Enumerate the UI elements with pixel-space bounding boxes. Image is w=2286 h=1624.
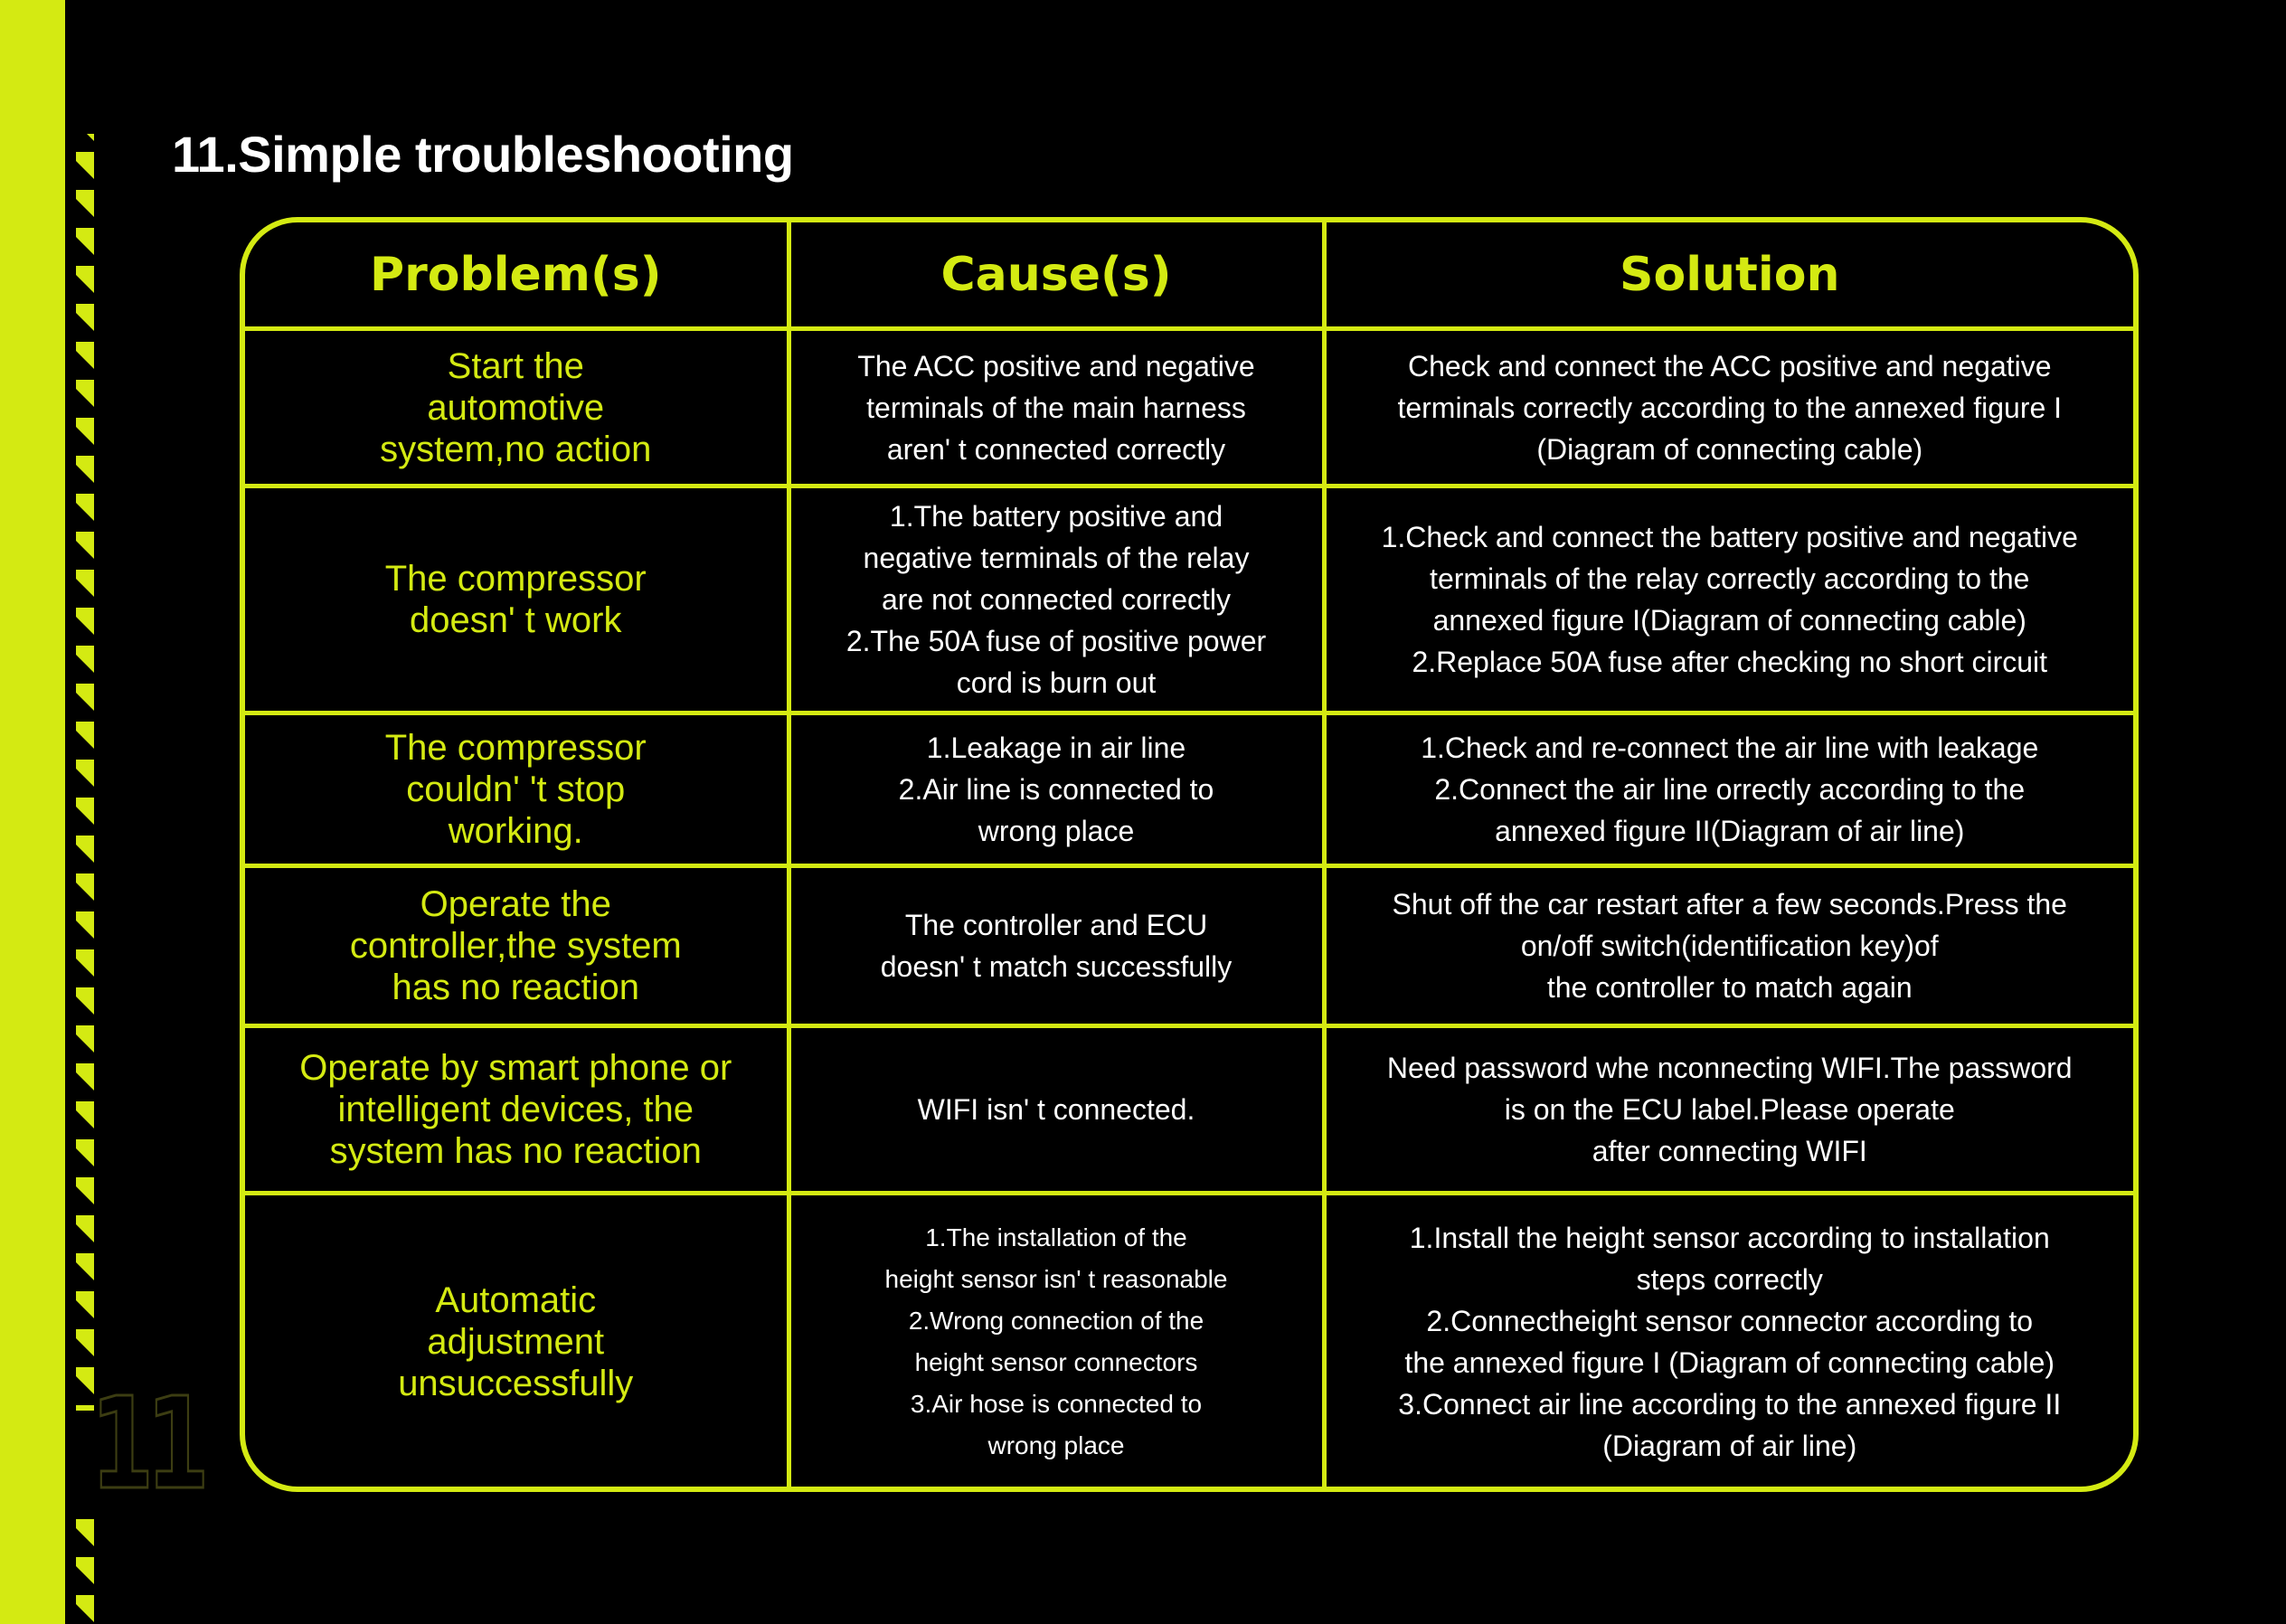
problem-cell: Operate by smart phone or intelligent devices, the system has no reaction — [245, 1026, 789, 1194]
cause-cell: 1.The battery positive and negative terminals of the relay are not connected correctly 2.The 50A fuse of positive power cord is burn out — [789, 486, 1324, 713]
problem-cell: The compressor doesn' t work — [245, 486, 789, 713]
table-row — [245, 486, 2133, 713]
page-number-watermark: 11 — [90, 1371, 202, 1518]
problem-cell: Start the automotive system,no action — [245, 329, 789, 486]
header-solution: Solution — [1324, 222, 2133, 329]
table-row — [245, 1194, 2133, 1489]
header-cause: Cause(s) — [789, 222, 1324, 329]
solution-cell: 1.Check and connect the battery positive and negative terminals of the relay correctly according to the annexed figure I(Diagram of connecting cable) 2.Replace 50A fuse after checking no short circuit — [1324, 486, 2133, 713]
table-row — [245, 1026, 2133, 1194]
cause-cell: 1.The installation of the height sensor isn' t reasonable 2.Wrong connection of the height sensor connectors 3.Air hose is connected to wrong place — [789, 1194, 1324, 1489]
solution-cell: Shut off the car restart after a few seconds.Press the on/off switch(identification key)of the controller to match again — [1324, 866, 2133, 1026]
solution-cell: Need password whe nconnecting WIFI.The password is on the ECU label.Please operate after connecting WIFI — [1324, 1026, 2133, 1194]
table-header-row — [245, 222, 2133, 329]
solution-cell: 1.Install the height sensor according to installation steps correctly 2.Connectheight sensor connector according to the annexed figure I (Diagram of connecting cable) 3.Connect air line according to the annexed figure II (Diagram of air line) — [1324, 1194, 2133, 1489]
table-row — [245, 713, 2133, 866]
header-problem: Problem(s) — [245, 222, 789, 329]
cause-cell: 1.Leakage in air line 2.Air line is connected to wrong place — [789, 713, 1324, 866]
page-title: 11.Simple troubleshooting — [172, 126, 794, 183]
solution-cell: 1.Check and re-connect the air line with leakage 2.Connect the air line orrectly according to the annexed figure II(Diagram of air line) — [1324, 713, 2133, 866]
table-row — [245, 329, 2133, 486]
problem-cell: Operate the controller,the system has no reaction — [245, 866, 789, 1026]
cause-cell: WIFI isn' t connected. — [789, 1026, 1324, 1194]
solution-cell: Check and connect the ACC positive and negative terminals correctly according to the annexed figure I (Diagram of connecting cable) — [1324, 329, 2133, 486]
problem-cell: Automatic adjustment unsuccessfully — [245, 1194, 789, 1489]
table-row — [245, 866, 2133, 1026]
troubleshooting-table — [240, 217, 2139, 1492]
problem-cell: The compressor couldn' 't stop working. — [245, 713, 789, 866]
cause-cell: The ACC positive and negative terminals of the main harness aren' t connected correctly — [789, 329, 1324, 486]
cause-cell: The controller and ECU doesn' t match successfully — [789, 866, 1324, 1026]
